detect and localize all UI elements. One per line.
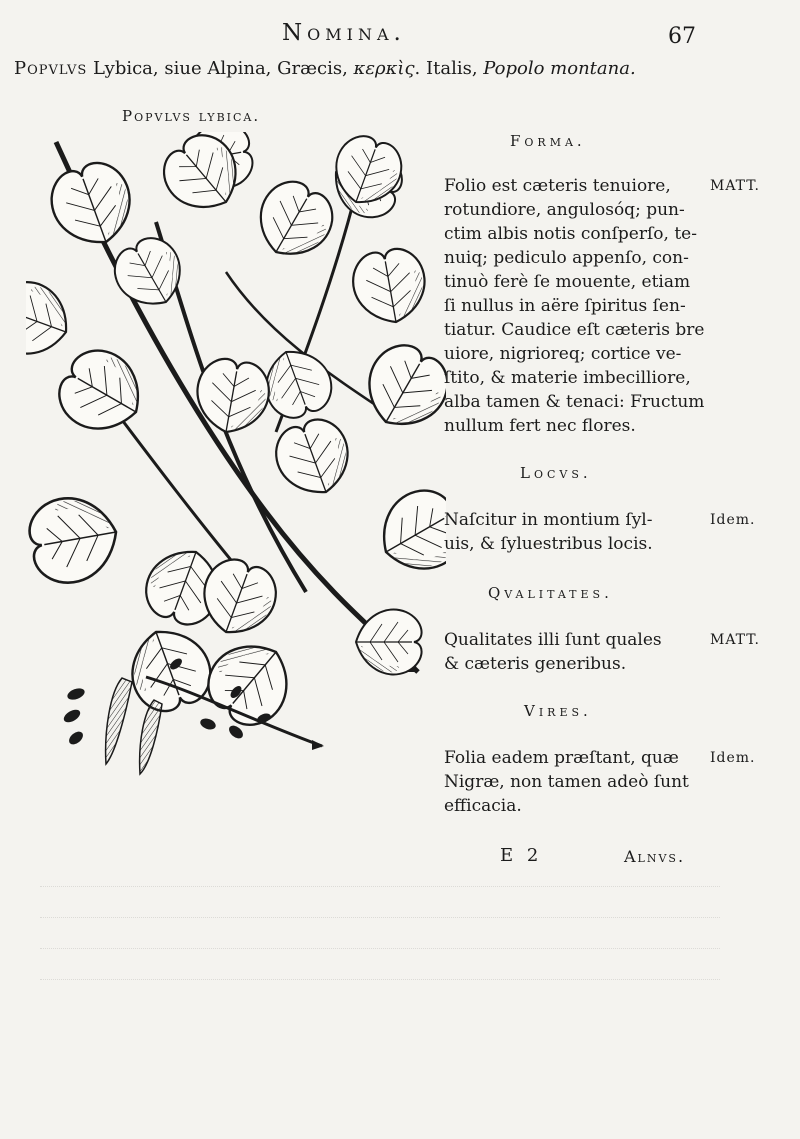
text-line: nuiq; pediculo appenſo, con- xyxy=(444,248,689,268)
text-line: & cæteris generibus. xyxy=(444,654,627,674)
text-line: ſtito, & materie imbecilliore, xyxy=(444,368,691,388)
text-line: efficacia. xyxy=(444,796,522,816)
title-name: Popvlvs xyxy=(14,58,88,79)
poplar-woodcut-illustration xyxy=(26,132,446,812)
title-greek: κερκὶς xyxy=(353,58,415,79)
signature-mark: E 2 xyxy=(500,845,543,866)
section-heading-vires: Vires. xyxy=(524,702,592,720)
catchword: Alnvs. xyxy=(624,847,686,866)
text-line: nullum fert nec flores. xyxy=(444,416,636,436)
forma-body xyxy=(444,174,706,438)
margin-note-vires: Idem. xyxy=(710,750,756,766)
text-line: Qualitates illi ſunt quales xyxy=(444,630,662,650)
text-line: Folia eadem præſtant, quæ xyxy=(444,748,679,768)
figure-caption: Popvlvs lybica. xyxy=(122,107,261,125)
title-line xyxy=(14,58,636,79)
title-rest: Lybica, siue Alpina, Græcis, xyxy=(87,58,354,79)
text-line: ctim albis notis conſperſo, te- xyxy=(444,224,697,244)
page-number: 67 xyxy=(668,24,696,49)
text-line: tinuò ferè ſe mouente, etiam xyxy=(444,272,691,292)
margin-note-qualitates: MATT. xyxy=(710,632,761,648)
qualitates-body xyxy=(444,628,706,676)
section-heading-qualitates: Qvalitates. xyxy=(488,584,613,602)
text-line: tiatur. Caudice eſt cæteris bre xyxy=(444,320,705,340)
show-through-bleed xyxy=(40,870,720,1020)
section-heading-locus: Locvs. xyxy=(520,464,592,482)
text-line: ſi nullus in aëre ſpiritus ſen- xyxy=(444,296,686,316)
margin-note-forma: MATT. xyxy=(710,178,761,194)
text-line: Nigræ, non tamen adeò ſunt xyxy=(444,772,689,792)
text-line: Folio est cæteris tenuiore, xyxy=(444,176,671,196)
title-italian: Popolo montana. xyxy=(483,58,636,79)
section-heading-forma: Forma. xyxy=(510,132,586,150)
text-line: alba tamen & tenaci: Fructum xyxy=(444,392,705,412)
text-line: uis, & ſyluestribus locis. xyxy=(444,534,653,554)
locus-body xyxy=(444,508,706,556)
vires-body xyxy=(444,746,706,818)
margin-note-locus: Idem. xyxy=(710,512,756,528)
running-head: Nomina. xyxy=(282,20,406,46)
text-line: uiore, nigrioreq; cortice ve- xyxy=(444,344,682,364)
text-line: rotundiore, angulosóq; pun- xyxy=(444,200,685,220)
title-italis: . Italis, xyxy=(414,58,484,79)
text-line: Naſcitur in montium ſyl- xyxy=(444,510,653,530)
